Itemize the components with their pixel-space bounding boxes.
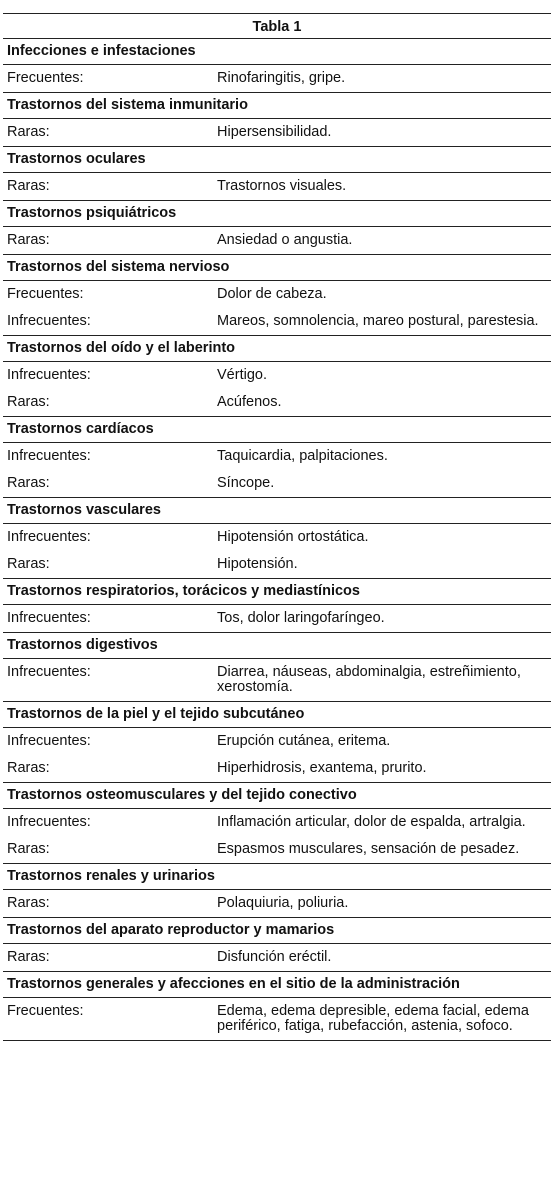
frequency-label: Raras:: [7, 232, 50, 248]
adverse-effects-text: Síncope.: [217, 475, 275, 491]
table-row: [3, 836, 551, 864]
frequency-label: Raras:: [7, 394, 50, 410]
adverse-effects-text: Vértigo.: [217, 367, 267, 383]
frequency-label: Frecuentes:: [7, 286, 84, 302]
table-row: [3, 755, 551, 783]
table-title: Tabla 1: [3, 13, 551, 39]
section-header: Trastornos digestivos: [3, 633, 551, 659]
section-header: Trastornos del sistema nervioso: [3, 255, 551, 281]
frequency-label: Raras:: [7, 841, 50, 857]
section-header: Trastornos del oído y el laberinto: [3, 336, 551, 362]
adverse-effects-table: [3, 0, 551, 1041]
adverse-effects-text: Diarrea, náuseas, abdominalgia, estreñimiento, xerostomía.: [217, 664, 521, 695]
section-header: Infecciones e infestaciones: [3, 39, 551, 65]
section-header: Trastornos vasculares: [3, 498, 551, 524]
table-row: [3, 890, 551, 918]
section-header: Trastornos del aparato reproductor y mamarios: [3, 918, 551, 944]
adverse-effects-text: Rinofaringitis, gripe.: [217, 70, 346, 86]
table-row: [3, 944, 551, 972]
section-header: Trastornos psiquiátricos: [3, 201, 551, 227]
frequency-label: Raras:: [7, 556, 50, 572]
table-row: [3, 809, 551, 836]
adverse-effects-text: Tos, dolor laringofaríngeo.: [217, 610, 385, 626]
frequency-label: Raras:: [7, 178, 50, 194]
frequency-label: Infrecuentes:: [7, 529, 91, 545]
adverse-effects-text: Dolor de cabeza.: [217, 286, 327, 302]
table-row: [3, 119, 551, 147]
adverse-effects-text: Hipersensibilidad.: [217, 124, 332, 140]
table-row: [3, 389, 551, 417]
table-row: [3, 551, 551, 579]
adverse-effects-text: Edema, edema depresible, edema facial, edema periférico, fatiga, rubefacción, astenia, sofoco.: [217, 1003, 529, 1034]
frequency-label: Raras:: [7, 949, 50, 965]
section-header: Trastornos oculares: [3, 147, 551, 173]
table-row: [3, 173, 551, 201]
frequency-label: Raras:: [7, 760, 50, 776]
frequency-label: Infrecuentes:: [7, 313, 91, 329]
frequency-label: Infrecuentes:: [7, 448, 91, 464]
section-header: Trastornos generales y afecciones en el sitio de la administración: [3, 972, 551, 998]
adverse-effects-text: Polaquiuria, poliuria.: [217, 895, 349, 911]
table-row: [3, 470, 551, 498]
adverse-effects-text: Hipotensión.: [217, 556, 298, 572]
frequency-label: Raras:: [7, 124, 50, 140]
table-row: [3, 998, 551, 1041]
section-header: Trastornos de la piel y el tejido subcutáneo: [3, 702, 551, 728]
table-row: [3, 281, 551, 308]
section-header: Trastornos cardíacos: [3, 417, 551, 443]
frequency-label: Infrecuentes:: [7, 733, 91, 749]
table-row: [3, 227, 551, 255]
section-header: Trastornos osteomusculares y del tejido conectivo: [3, 783, 551, 809]
frequency-label: Raras:: [7, 895, 50, 911]
table-row: [3, 728, 551, 755]
adverse-effects-text: Taquicardia, palpitaciones.: [217, 448, 388, 464]
adverse-effects-text: Inflamación articular, dolor de espalda, artralgia.: [217, 814, 526, 830]
frequency-label: Infrecuentes:: [7, 814, 91, 830]
table-row: [3, 524, 551, 551]
frequency-label: Frecuentes:: [7, 70, 84, 86]
table-body: [3, 39, 551, 1041]
table-row: [3, 308, 551, 336]
table-row: [3, 443, 551, 470]
section-header: Trastornos renales y urinarios: [3, 864, 551, 890]
frequency-label: Infrecuentes:: [7, 367, 91, 383]
adverse-effects-text: Disfunción eréctil.: [217, 949, 332, 965]
adverse-effects-text: Ansiedad o angustia.: [217, 232, 353, 248]
adverse-effects-text: Hiperhidrosis, exantema, prurito.: [217, 760, 427, 776]
table-row: [3, 659, 551, 702]
adverse-effects-text: Hipotensión ortostática.: [217, 529, 369, 545]
adverse-effects-text: Mareos, somnolencia, mareo postural, parestesia.: [217, 313, 539, 329]
section-header: Trastornos respiratorios, torácicos y mediastínicos: [3, 579, 551, 605]
frequency-label: Infrecuentes:: [7, 664, 91, 680]
table-row: [3, 362, 551, 389]
adverse-effects-text: Erupción cutánea, eritema.: [217, 733, 391, 749]
adverse-effects-text: Espasmos musculares, sensación de pesadez.: [217, 841, 520, 857]
table-row: [3, 605, 551, 633]
frequency-label: Infrecuentes:: [7, 610, 91, 626]
frequency-label: Frecuentes:: [7, 1003, 84, 1019]
section-header: Trastornos del sistema inmunitario: [3, 93, 551, 119]
table-row: [3, 65, 551, 93]
adverse-effects-text: Trastornos visuales.: [217, 178, 347, 194]
adverse-effects-text: Acúfenos.: [217, 394, 282, 410]
frequency-label: Raras:: [7, 475, 50, 491]
